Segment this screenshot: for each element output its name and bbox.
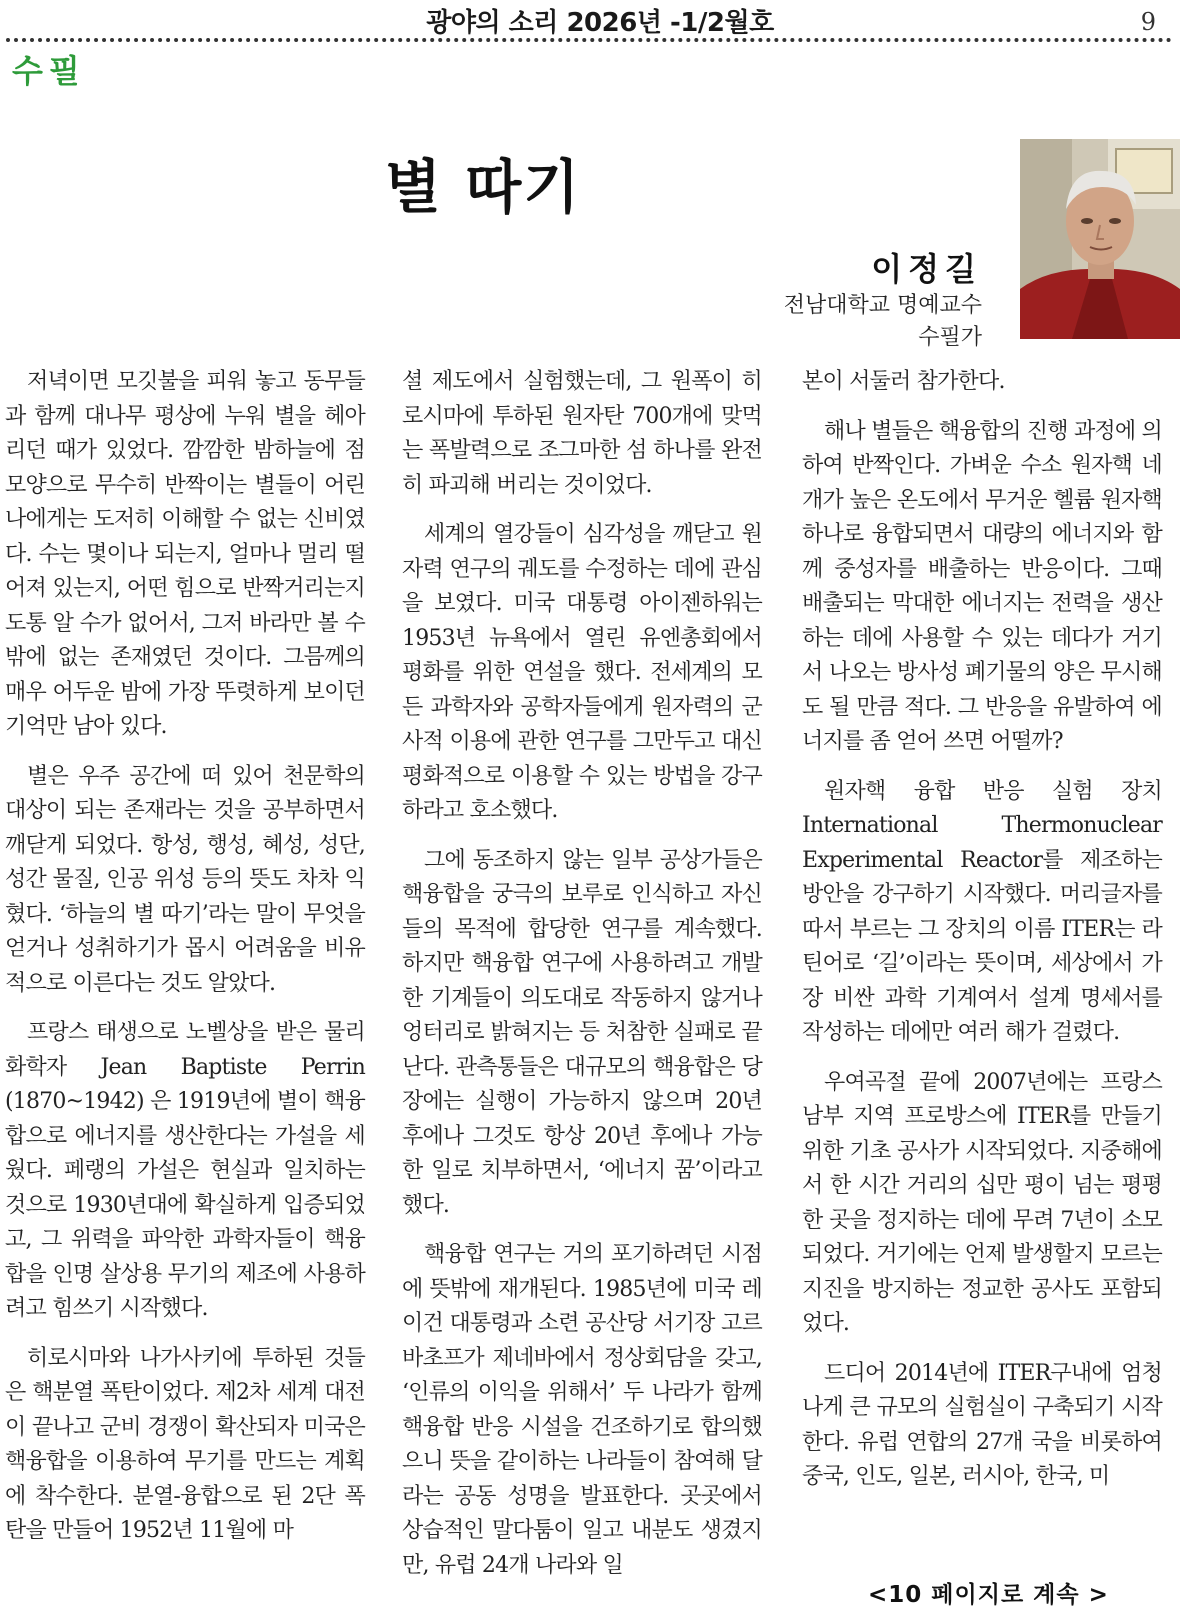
- paragraph: 그에 동조하지 않는 일부 공상가들은 핵융합을 궁극의 보루로 인식하고 자신들의 목적에 합당한 연구를 계속했다. 하지만 핵융합 연구에 사용하려고 개발한 기계들이 의도대로 작동하지 않거나 엉터리로 밝혀지는 등 처참한 실패로 끝난다. 관측통들은 대규모의 핵융합은 당장에는 실행이 가능하지 않으며 20년 후에나 그것도 항상 20년 후에나 가능한 일로 치부하면서, ‘에너지 꿈’이라고 했다.: [402, 847, 762, 1218]
- paragraph: 해나 별들은 핵융합의 진행 과정에 의하여 반짝인다. 가벼운 수소 원자핵 네 개가 높은 온도에서 무거운 헬륨 원자핵 하나로 융합되면서 대량의 에너지와 함께 중성자를 배출하는 반응이다. 그때 배출되는 막대한 에너지는 전력을 생산하는 데에 사용할 수 있는 데다가 거기서 나오는 방사성 폐기물의 양은 무시해도 될 만큼 적다. 그 반응을 유발하여 에너지를 좀 얻어 쓰면 어떨까?: [802, 418, 1162, 754]
- text-column-2: [402, 365, 762, 1598]
- paragraph: 프랑스 태생으로 노벨상을 받은 물리화학자 Jean Baptiste Perrin (1870~1942) 은 1919년에 별이 핵융합으로 에너지를 생산한다는 가설을 세웠다. 페랭의 가설은 현실과 일치하는 것으로 1930년대에 확실하게 입증되었고, 그 위력을 파악한 과학자들이 핵융합을 인명 살상용 무기의 제조에 사용하려고 힘쓰기 시작했다.: [5, 1020, 365, 1321]
- paragraph: 세계의 열강들이 심각성을 깨닫고 원자력 연구의 궤도를 수정하는 데에 관심을 보였다. 미국 대통령 아이젠하워는 1953년 뉴욕에서 열린 유엔총회에서 평화를 위한 연설을 했다. 전세계의 모든 과학자와 공학자들에게 원자력의 군사적 이용에 관한 연구를 그만두고 대신 평화적으로 이용할 수 있는 방법을 강구하라고 호소했다.: [402, 522, 762, 823]
- paragraph: 별은 우주 공간에 떠 있어 천문학의 대상이 되는 존재라는 것을 공부하면서 깨닫게 되었다. 항성, 행성, 혜성, 성단, 성간 물질, 인공 위성 등의 뜻도 차차 익혔다. ‘하늘의 별 따기’라는 말이 무엇을 얻거나 성취하기가 몹시 어려움을 비유적으로 이른다는 것도 알았다.: [5, 763, 365, 996]
- paragraph: 원자핵 융합 반응 실험 장치 International Thermonuclear Experimental Reactor를 제조하는 방안을 강구하기 시작했다. 머리글자를 따서 부르는 그 장치의 이름 ITER는 라틴어로 ‘길’이라는 뜻이며, 세상에서 가장 비싼 과학 기계여서 설계 명세서를 작성하는 데에만 여러 해가 걸렸다.: [802, 778, 1162, 1045]
- author-role: 수필가: [918, 325, 982, 350]
- author-name: 이정길: [871, 250, 982, 288]
- paragraph: 셜 제도에서 실험했는데, 그 원폭이 히로시마에 투하된 원자탄 700개에 맞먹는 폭발력으로 조그마한 섬 하나를 완전히 파괴해 버리는 것이었다.: [402, 369, 762, 498]
- author-portrait: [1020, 139, 1180, 339]
- paragraph: 히로시마와 나가사키에 투하된 것들은 핵분열 폭탄이었다. 제2차 세계 대전이 끝나고 군비 경쟁이 확산되자 미국은 핵융합을 이용하여 무기를 만드는 계획에 착수한다. 분열-융합으로 된 2단 폭탄을 만들어 1952년 11월에 마: [5, 1345, 365, 1543]
- author-block: [784, 244, 982, 354]
- paragraph: 우여곡절 끝에 2007년에는 프랑스 남부 지역 프로방스에 ITER를 만들기 위한 기초 공사가 시작되었다. 지중해에서 한 시간 거리의 십만 평이 넘는 평평한 곳을 정지하는 데에 무려 7년이 소모되었다. 거기에는 언제 발생할지 모르는 지진을 방지하는 정교한 공사도 포함되었다.: [802, 1069, 1162, 1336]
- page-number: 9: [1140, 8, 1156, 36]
- article-title: 별 따기: [385, 153, 582, 221]
- text-column-3: [802, 365, 1162, 1510]
- paragraph: 저녁이면 모깃불을 피워 놓고 동무들과 함께 대나무 평상에 누워 별을 헤아리던 때가 있었다. 깜깜한 밤하늘에 점 모양으로 무수히 반짝이는 별들이 어린 나에게는 도저히 이해할 수 없는 신비였다. 수는 몇이나 되는지, 얼마나 멀리 떨어져 있는지, 어떤 힘으로 반짝거리는지 도통 알 수가 없어서, 그저 바라만 볼 수밖에 없는 존재였던 것이다. 그믐께의 매우 어두운 밤에 가장 뚜렷하게 보이던 기억만 남아 있다.: [5, 369, 365, 739]
- text-column-1: [5, 365, 365, 1564]
- paragraph: 핵융합 연구는 거의 포기하려던 시점에 뜻밖에 재개된다. 1985년에 미국 레이건 대통령과 소련 공산당 서기장 고르바초프가 제네바에서 정상회담을 갖고, ‘인류의 이익을 위해서’ 두 나라가 함께 핵융합 반응 시설을 건조하기로 합의했으니 뜻을 같이하는 나라들이 참여해 달라는 공동 성명을 발표한다. 곳곳에서 상습적인 말다툼이 일고 내분도 생겼지만, 유럽 24개 나라와 일: [402, 1242, 762, 1578]
- paragraph: 본이 서둘러 참가한다.: [802, 369, 1005, 394]
- dotted-divider: [6, 38, 1172, 42]
- page-header: [0, 0, 1200, 44]
- paragraph: 드디어 2014년에 ITER구내에 엄청나게 큰 규모의 실험실이 구축되기 시작한다. 유럽 연합의 27개 국을 비롯하여 중국, 인도, 일본, 러시아, 한국, 미: [802, 1360, 1162, 1489]
- publication-title: 광야의 소리 2026년 -1/2월호: [426, 8, 774, 38]
- section-label: 수필: [12, 52, 86, 90]
- continued-on-page-note: <10 페이지로 계속 >: [868, 1582, 1109, 1608]
- author-affiliation: 전남대학교 명예교수: [783, 293, 982, 318]
